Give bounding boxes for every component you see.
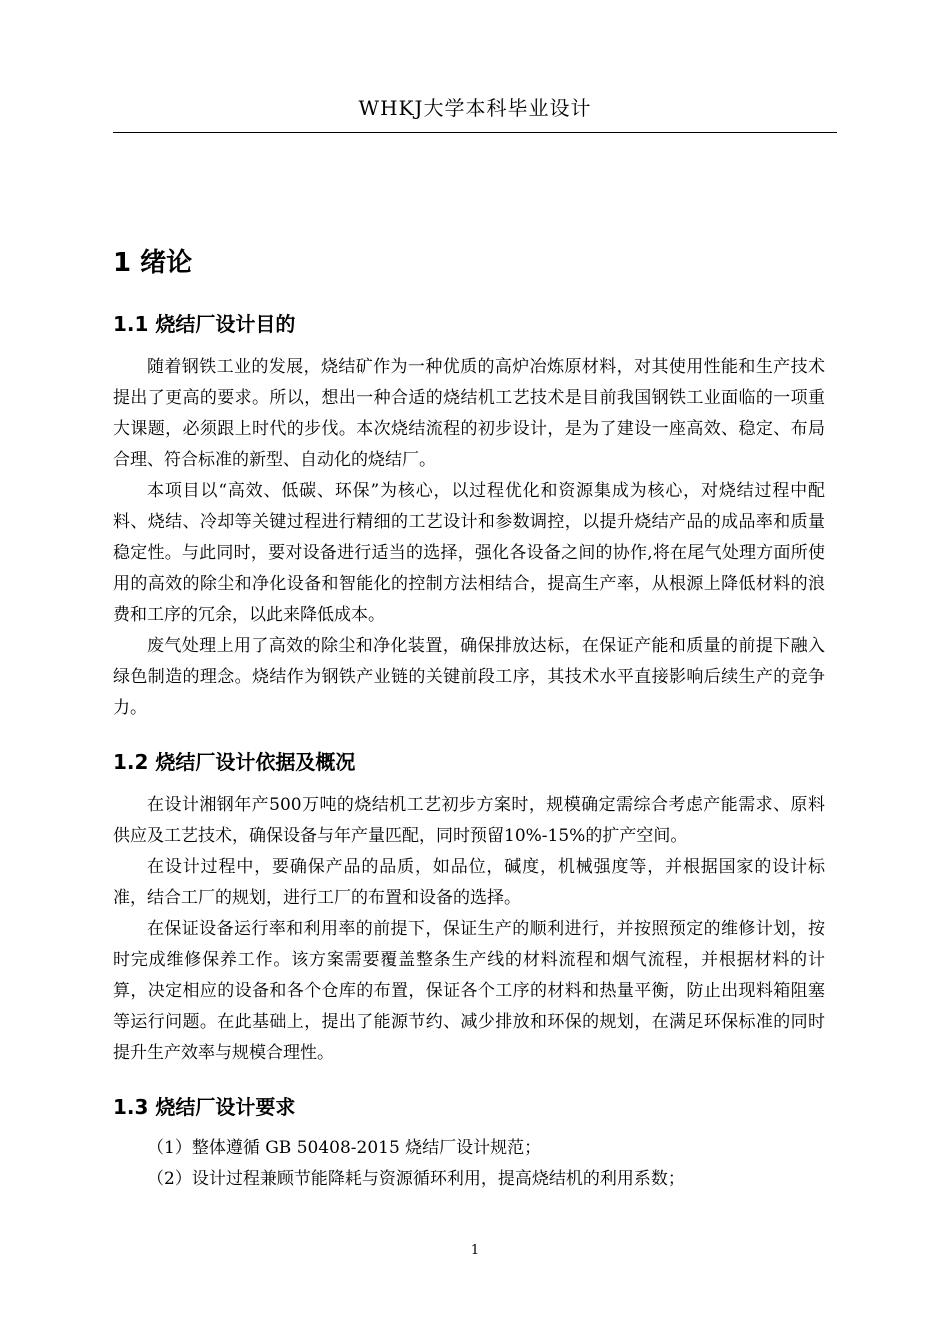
- section-heading-1-1: 1.1 烧结厂设计目的: [113, 312, 296, 336]
- paragraph: 随着钢铁工业的发展，烧结矿作为一种优质的高炉冶炼原材料，对其使用性能和生产技术提出了更高的要求。所以，想出一种合适的烧结机工艺技术是目前我国钢铁工业面临的一项重大课题，必须跟上时代的步伐。本次烧结流程的初步设计，是为了建设一座高效、稳定、布局合理、符合标准的新型、自动化的烧结厂。: [113, 357, 825, 470]
- list-item: （2）设计过程兼顾节能降耗与资源循环利用，提高烧结机的利用系数；: [147, 1169, 685, 1189]
- page-number: 1: [470, 1243, 480, 1258]
- chapter-title: 1 绪论: [113, 248, 193, 278]
- page-body: [113, 240, 825, 1195]
- paragraph: 本项目以“高效、低碳、环保”为核心，以过程优化和资源集成为核心，对烧结过程中配料、烧结、冷却等关键过程进行精细的工艺设计和参数调控，以提升烧结产品的成品率和质量稳定性。与此同时，要对设备进行适当的选择，强化各设备之间的协作,将在尾气处理方面所使用的高效的除尘和净化设备和智能化的控制方法相结合，提高生产率，从根源上降低材料的浪费和工序的冗余，以此来降低成本。: [113, 481, 825, 625]
- paragraph: 在设计过程中，要确保产品的品质，如品位，碱度，机械强度等，并根据国家的设计标准，结合工厂的规划，进行工厂的布置和设备的选择。: [113, 857, 825, 908]
- list-item: （1）整体遵循 GB 50408-2015 烧结厂设计规范；: [147, 1138, 542, 1158]
- running-header: WHKJ大学本科毕业设计: [358, 96, 592, 120]
- section-heading-1-3: 1.3 烧结厂设计要求: [113, 1095, 296, 1119]
- paragraph: 在保证设备运行率和利用率的前提下，保证生产的顺利进行，并按照预定的维修计划，按时完成维修保养工作。该方案需要覆盖整条生产线的材料流程和烟气流程，并根据材料的计算，决定相应的设备和各个仓库的布置，保证各个工序的材料和热量平衡，防止出现料箱阻塞等运行问题。在此基础上，提出了能源节约、减少排放和环保的规划，在满足环保标准的同时提升生产效率与规模合理性。: [113, 919, 825, 1063]
- header-rule: [113, 132, 837, 133]
- paragraph: 在设计湘钢年产500万吨的烧结机工艺初步方案时，规模确定需综合考虑产能需求、原料供应及工艺技术，确保设备与年产量匹配，同时预留10%-15%的扩产空间。: [113, 795, 825, 846]
- section-heading-1-2: 1.2 烧结厂设计依据及概况: [113, 750, 356, 774]
- paragraph: 废气处理上用了高效的除尘和净化装置，确保排放达标，在保证产能和质量的前提下融入绿色制造的理念。烧结作为钢铁产业链的关键前段工序，其技术水平直接影响后续生产的竞争力。: [113, 636, 825, 718]
